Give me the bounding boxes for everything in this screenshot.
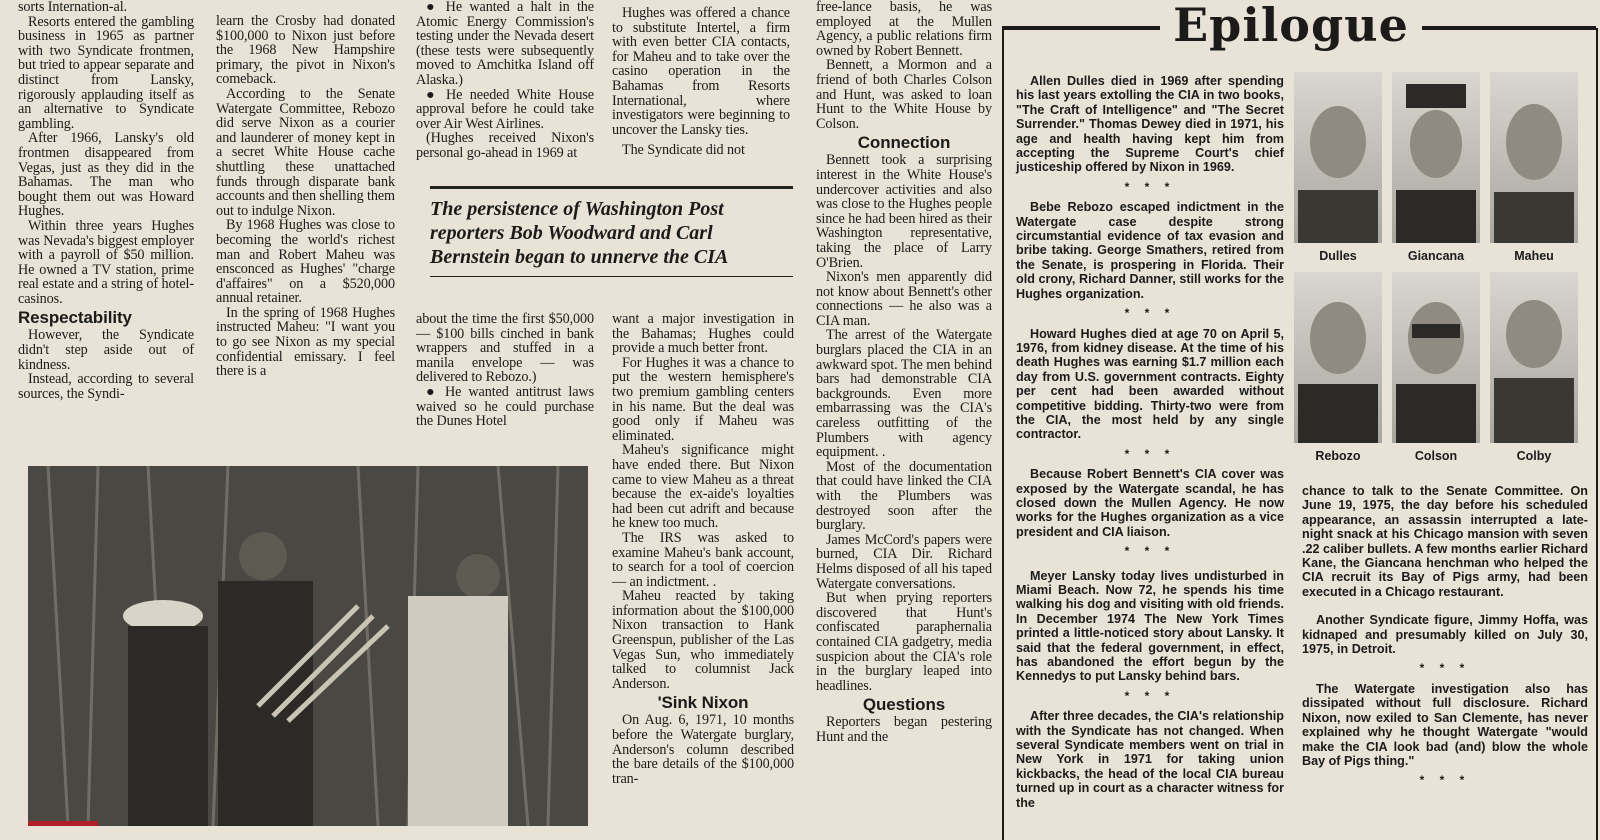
portrait-caption: Dulles <box>1319 249 1357 263</box>
epilogue-paragraph: Another Syndicate figure, Jimmy Hoffa, was kidnaped and presumably killed on July 30, 1975, in Detroit. <box>1302 613 1588 657</box>
paragraph: Bennett took a surprising interest in the White House's undercover activities and also was close to the Hughes people since he had been hired as their Washington representative, taking the place of Larry O'Brien. <box>816 152 992 271</box>
portrait-colby <box>1490 272 1578 463</box>
portrait-caption: Maheu <box>1514 249 1554 263</box>
portrait-photo <box>1490 72 1578 243</box>
portrait-rebozo <box>1294 272 1382 463</box>
portrait-maheu <box>1490 72 1578 263</box>
paragraph: learn the Crosby had donated $100,000 to Nixon just before the 1968 New Hampshire primary, the pivot in Nixon's comeback. <box>216 13 395 88</box>
pull-quote-rule <box>430 276 793 277</box>
paragraph: By 1968 Hughes was close to becoming the world's richest man and Robert Maheu was ensconced as Hughes' "charge d'affaires" on a $520,000 annual retainer. <box>216 217 395 307</box>
portrait-photo <box>1294 272 1382 443</box>
section-divider: * * * <box>1419 773 1471 788</box>
paragraph: (Hughes received Nixon's personal go-ahead in 1969 at <box>416 130 594 161</box>
epilogue-paragraph: chance to talk to the Senate Committee. On June 19, 1975, the day before his scheduled appearance, an assassin interrupted a late-night snack at his Chicago mansion with seven .22 caliber bullets. A few months earlier Richard Kane, the Giancana henchman who helped the CIA recruit its Bay of Pigs army, had been executed in a Chicago restaurant. <box>1302 484 1589 599</box>
portrait-colson <box>1392 272 1480 463</box>
epilogue-column-left <box>1016 74 1284 810</box>
paragraph: On Aug. 6, 1971, 10 months before the Watergate burglary, Anderson's column described the bare details of the $100,000 tran- <box>612 712 794 787</box>
section-divider: * * * <box>1124 688 1176 703</box>
paragraph: Resorts entered the gambling business in 1965 as partner with two Syndicate frontmen, but tried to appear separate and distinct from Lansky, rigorously applauding itself as an alternative to Syndicate gambling. <box>18 13 194 132</box>
portrait-caption: Giancana <box>1407 249 1465 263</box>
paragraph: However, the Syndicate didn't step aside out of kindness. <box>18 327 194 373</box>
bullet-paragraph: ● He needed White House approval before he could take over Air West Airlines. <box>416 86 594 132</box>
portrait-photo <box>1294 72 1382 243</box>
article-column-5 <box>816 0 992 745</box>
epilogue-paragraph: Bebe Rebozo escaped indictment in the Watergate case despite strong circumstantial evidence of tax evasion and bribe taking. George Smathers, retired from the Senate, is prospering in Florida. Their old crony, Richard Danner, still works for the Hughes organization. <box>1016 200 1284 301</box>
portrait-caption: Rebozo <box>1315 449 1361 463</box>
epilogue-rule-left <box>1002 26 1160 28</box>
section-divider: * * * <box>1124 306 1176 321</box>
article-column-2 <box>216 14 395 379</box>
portrait-photo <box>1392 272 1480 443</box>
portrait-giancana <box>1392 72 1480 263</box>
paragraph: about the time the first $50,000 — $100 bills cinched in bank wrappers and stuffed in a manila envelope — was delivered to Rebozo.) <box>416 311 594 386</box>
section-divider: * * * <box>1419 661 1471 676</box>
paragraph: But when prying reporters discovered that Hunt's confiscated paraphernalia contained CIA gadgetry, media suspicion about the CIA's role in the burglary leaped into headlines. <box>816 590 992 694</box>
paragraph: James McCord's papers were burned, CIA Dir. Richard Helms disposed of all his taped Watergate conversations. <box>816 531 992 592</box>
portrait-caption: Colson <box>1414 449 1458 463</box>
paragraph: For Hughes it was a chance to put the western hemisphere's two premium gambling centers in his name. But the deal was good only if Maheu was eliminated. <box>612 354 794 444</box>
paragraph: Most of the documentation that could have linked the CIA with the Plumbers was destroyed soon after the burglary. <box>816 458 992 534</box>
portrait-photo <box>1490 272 1578 443</box>
portrait-caption: Colby <box>1516 449 1552 463</box>
epilogue-paragraph: After three decades, the CIA's relationship with the Syndicate has not changed. When several Syndicate members went on trial in New York in 1971 for taking union kickbacks, the head of the local CIA bureau turned up in court as a character witness for the <box>1016 709 1284 810</box>
paragraph: According to the Senate Watergate Committee, Rebozo did serve Nixon as a courier and launderer of money kept in a secret White House cache shuttling these unattached funds through disparate bank accounts and then shelling them out to indulge Nixon. <box>216 85 395 219</box>
paragraph: Nixon's men apparently did not know about Bennett's other connections — he also was a CIA man. <box>816 269 992 329</box>
subhead-connection: Connection <box>857 133 951 153</box>
epilogue-rule-right <box>1422 26 1596 28</box>
sugarcane-field-photo <box>28 466 588 826</box>
epilogue-title: Epilogue <box>1160 0 1422 50</box>
article-column-1 <box>18 0 194 401</box>
portrait-photo <box>1392 72 1480 243</box>
epilogue-paragraph: Howard Hughes died at age 70 on April 5, 1976, from kidney disease. At the time of his death Hughes was earning $1.7 million each day from U.S. government contracts. Eighty per cent had been awarded without competitive bidding. Thirty-two were from the CIA, the most held by any single contractor. <box>1016 326 1284 442</box>
portrait-dulles <box>1294 72 1382 263</box>
paragraph: Maheu's significance might have ended there. But Nixon came to view Maheu as a threat because the ex-aide's loyalties had been cut adrift and because he knew too much. <box>612 442 794 532</box>
subhead-respectability: Respectability <box>18 308 132 328</box>
article-column-3-top <box>416 0 594 161</box>
paragraph: After 1966, Lansky's old frontmen disappeared from Vegas, just as they did in the Bahamas. The man who bought them out was Howard Hughes. <box>18 130 194 220</box>
epilogue-column-right <box>1302 484 1588 794</box>
bullet-paragraph: ● He wanted antitrust laws waived so he could purchase the Dunes Hotel <box>416 383 594 430</box>
paragraph: free-lance basis, he was employed at the Mullen Agency, a public relations firm owned by Robert Bennett. <box>816 0 992 59</box>
video-progress-bar <box>28 821 98 826</box>
section-divider: * * * <box>1124 179 1176 194</box>
paragraph: Instead, according to several sources, the Syndi- <box>18 371 194 402</box>
paragraph: The arrest of the Watergate burglars placed the CIA in an awkward spot. The men behind bars had demonstrable CIA backgrounds. Even more embarrassing was the CIA's careless outfitting of the Plumbers with agency equipment. . <box>816 327 992 461</box>
paragraph: In the spring of 1968 Hughes instructed Maheu: "I want you to go see Nixon as my special confidential emissary. I feel there is a <box>216 304 395 380</box>
article-column-4-top <box>612 6 790 158</box>
paragraph: sorts Internation-al. <box>18 0 128 15</box>
paragraph: Reporters began pestering Hunt and the <box>816 714 992 745</box>
pull-quote <box>430 186 793 269</box>
epilogue-paragraph: Meyer Lansky today lives undisturbed in Miami Beach. Now 72, he spends his time walking his dog and visiting with old friends. In December 1974 The New York Times printed a little-noticed story about Lansky. It said that the federal government, in effect, has abandoned the effort begun by the Kennedys to put Lansky behind bars. <box>1016 568 1284 684</box>
subhead-questions: Questions <box>862 695 946 715</box>
article-column-4-bottom <box>612 312 794 786</box>
paragraph: Hughes was offered a chance to substitute Intertel, a firm with even better CIA contacts, for Maheu and to take over the casino operation in the Bahamas from Resorts International, where investigators were beginning to uncover the Lansky ties. <box>612 5 790 138</box>
epilogue-paragraph: Allen Dulles died in 1969 after spending his last years extolling the CIA in two books, "The Craft of Intelligence" and "The Secret Surrender." Thomas Dewey died in 1971, his age and health having kept him from accepting the Supreme Court's chief justiceship offered by Nixon in 1969. <box>1016 74 1284 175</box>
paragraph: The IRS was asked to examine Maheu's bank account, to search for a tool of coercion — an indictment. . <box>612 529 794 590</box>
paragraph: Within three years Hughes was Nevada's biggest employer with a payroll of $50 million. He owned a TV station, prime real estate and a string of hotel-casinos. <box>18 217 194 307</box>
subhead-sink-nixon: 'Sink Nixon <box>657 693 749 713</box>
paragraph: Maheu reacted by taking information about the $100,000 Nixon transaction to Hank Greenspun, publisher of the Las Vegas Sun, who immediately talked to columnist Jack Anderson. <box>612 588 794 692</box>
section-divider: * * * <box>1124 544 1176 559</box>
pull-quote-text: The persistence of Washington Post reporters Bob Woodward and Carl Bernstein began to unnerve the CIA <box>430 198 729 268</box>
paragraph: The Syndicate did not <box>622 142 745 159</box>
paragraph: Bennett, a Mormon and a friend of both Charles Colson and Hunt, was asked to loan Hunt to the White House by Colson. <box>816 57 992 132</box>
bullet-paragraph: ● He wanted a halt in the Atomic Energy Commission's testing under the Nevada desert (these tests were subsequently moved to Amchitka Island off Alaska.) <box>416 0 594 88</box>
epilogue-paragraph: Because Robert Bennett's CIA cover was exposed by the Watergate scandal, he has closed down the Mullen Agency. He now works for the Hughes organization as a vice president and CIA liaison. <box>1016 467 1284 539</box>
paragraph: want a major investigation in the Bahamas; Hughes could provide a much better front. <box>612 311 794 357</box>
section-divider: * * * <box>1124 446 1176 461</box>
article-column-3-bottom <box>416 312 594 429</box>
news-photo <box>28 466 588 826</box>
epilogue-paragraph: The Watergate investigation also has dissipated without full disclosure. Richard Nixon, now exiled to San Clemente, has never explained why he thought Watergate "would make the CIA look bad (and) blow the whole Bay of Pigs thing." <box>1302 681 1588 768</box>
